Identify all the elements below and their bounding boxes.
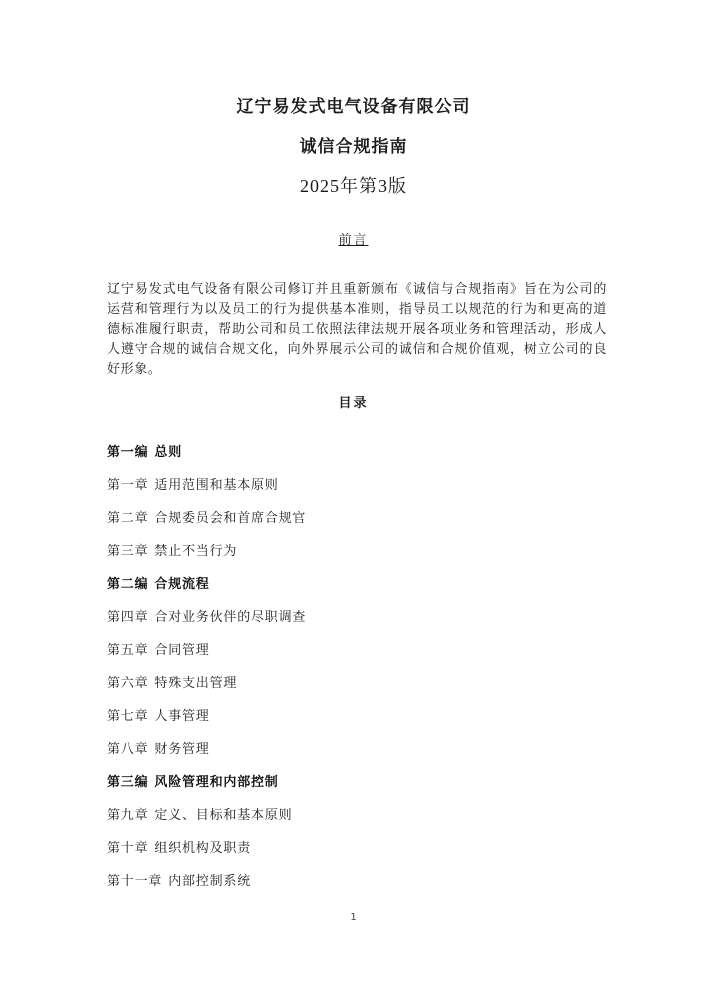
toc-entry[interactable] (107, 766, 607, 799)
edition-label: 2025年第3版 (300, 176, 407, 196)
toc-entry-number: 第一章 (107, 478, 149, 493)
toc-entry-title: 总则 (154, 445, 183, 460)
toc-entry-number: 第十一章 (107, 874, 163, 889)
toc-entry-number: 第七章 (107, 709, 149, 724)
toc-entry-number: 第八章 (107, 742, 149, 757)
toc-entry-title: 合规流程 (154, 577, 210, 592)
toc-entry[interactable] (107, 733, 607, 766)
toc-entry-title: 特殊支出管理 (154, 676, 238, 691)
toc-entry-number: 第三编 (107, 775, 149, 790)
toc-entry-number: 第四章 (107, 610, 149, 625)
toc-entry-title: 合对业务伙伴的尽职调查 (154, 610, 307, 625)
toc-entry-title: 内部控制系统 (168, 874, 252, 889)
preface-paragraph: 辽宁易发式电气设备有限公司修订并且重新颁布《诚信与合规指南》旨在为公司的运营和管理行为以及员工的行为提供基本准则，指导员工以规范的行为和更高的道德标准履行职责，帮助公司和员工依照法律法规开展各项业务和管理活动，形成人人遵守合规的诚信合规文化，向外界展示公司的诚信和合规价值观，树立公司的良好形象。 (107, 282, 607, 377)
toc-entry-number: 第三章 (107, 544, 149, 559)
toc-entry-title: 合规委员会和首席合规官 (154, 511, 307, 526)
toc-entry-title: 财务管理 (154, 742, 210, 757)
toc-entry[interactable] (107, 700, 607, 733)
toc-entry-title: 适用范围和基本原则 (154, 478, 279, 493)
toc-entry-title: 风险管理和内部控制 (154, 775, 279, 790)
toc-entry-title: 合同管理 (154, 643, 210, 658)
toc-entry[interactable] (107, 436, 607, 469)
toc-entry[interactable] (107, 568, 607, 601)
toc-entry-number: 第二章 (107, 511, 149, 526)
toc-entry[interactable] (107, 634, 607, 667)
toc-entry-title: 组织机构及职责 (154, 841, 252, 856)
toc-entry[interactable] (107, 502, 607, 535)
toc-heading: 目录 (338, 396, 369, 411)
toc-entry-number: 第六章 (107, 676, 149, 691)
toc-entry-title: 禁止不当行为 (154, 544, 238, 559)
document-title: 诚信合规指南 (299, 137, 408, 157)
toc-entry-number: 第五章 (107, 643, 149, 658)
toc-entry[interactable] (107, 535, 607, 568)
toc-entry[interactable] (107, 601, 607, 634)
toc-entry[interactable] (107, 865, 607, 898)
toc-entry[interactable] (107, 832, 607, 865)
preface-heading-text: 前言 (338, 233, 369, 248)
toc-entry-number: 第二编 (107, 577, 149, 592)
toc-entry-title: 定义、目标和基本原则 (154, 808, 293, 823)
page-number: 1 (350, 912, 357, 923)
preface-heading (0, 229, 707, 248)
toc-entry-title: 人事管理 (154, 709, 210, 724)
company-name: 辽宁易发式电气设备有限公司 (236, 97, 471, 117)
toc-entry-number: 第九章 (107, 808, 149, 823)
toc-entry[interactable] (107, 469, 607, 502)
toc-entry[interactable] (107, 667, 607, 700)
table-of-contents (107, 436, 607, 898)
toc-entry-number: 第一编 (107, 445, 149, 460)
toc-entry[interactable] (107, 799, 607, 832)
toc-entry-number: 第十章 (107, 841, 149, 856)
